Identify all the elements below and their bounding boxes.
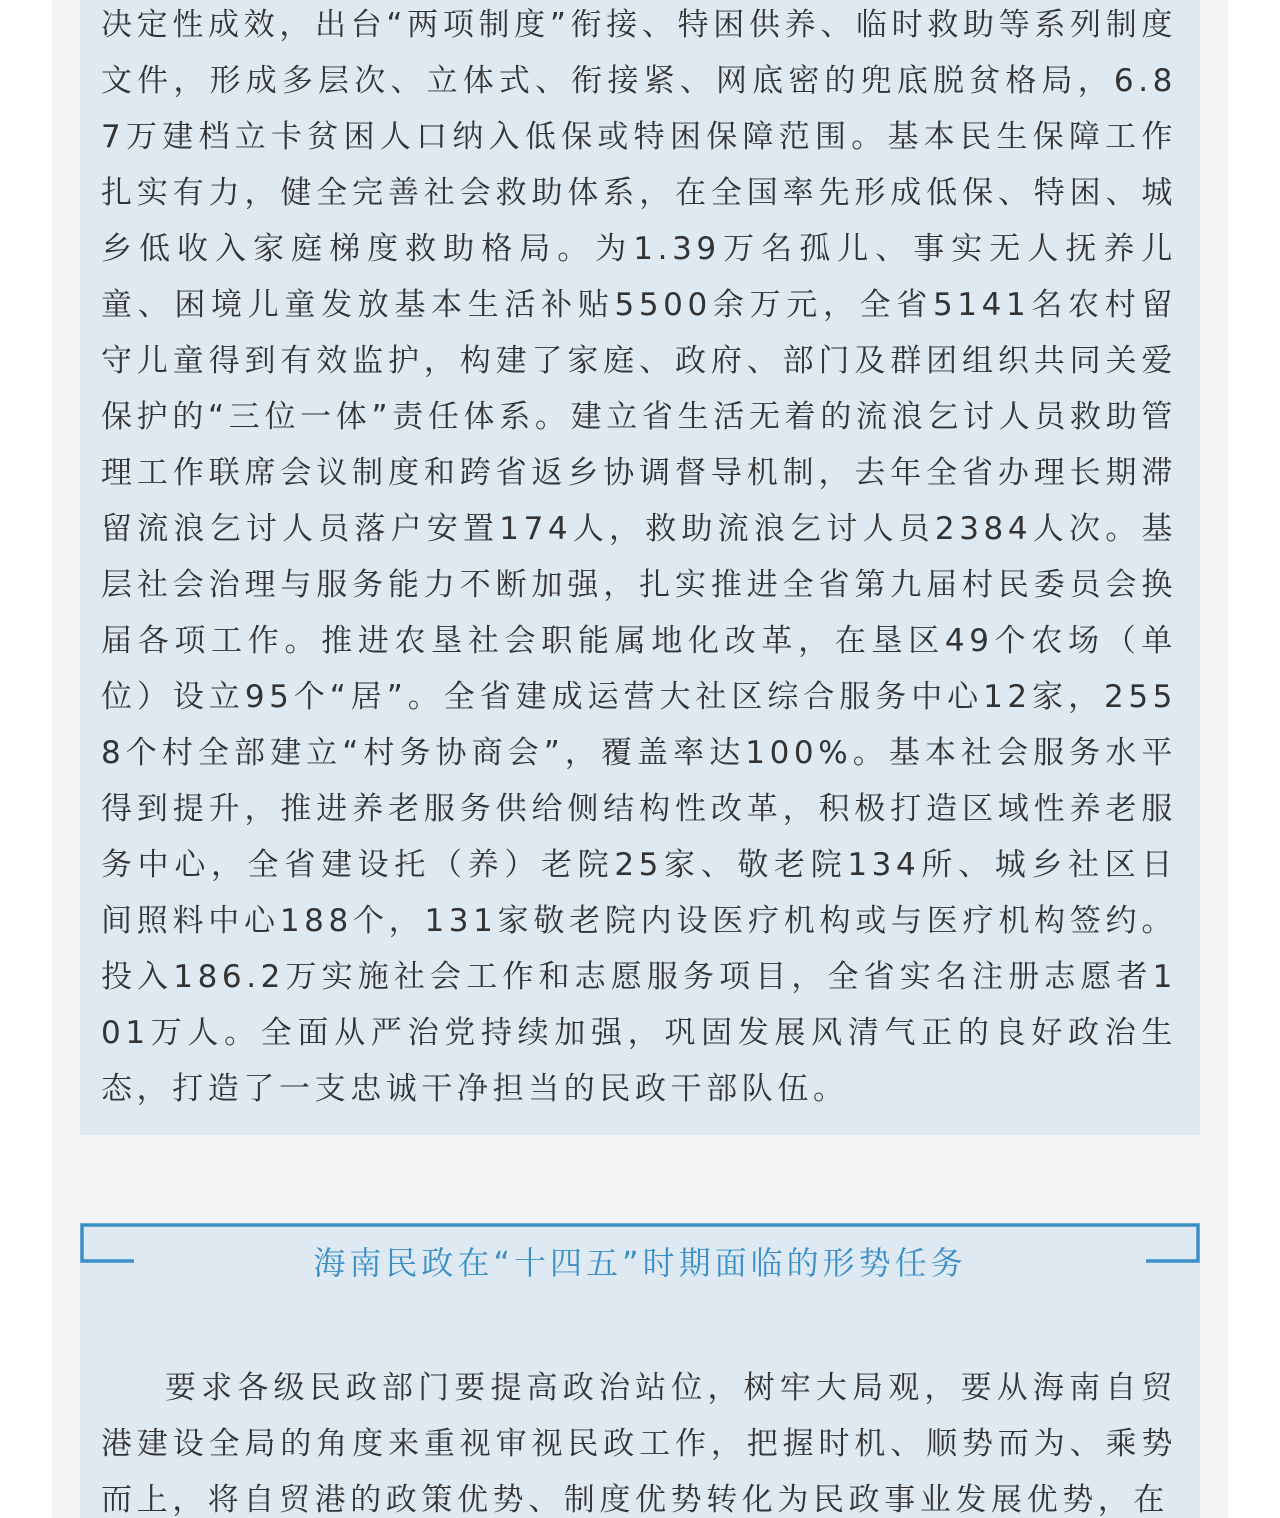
body-paragraph-2: 要求各级民政部门要提高政治站位，树牢大局观，要从海南自贸港建设全局的角度来重视审视民政工作，把握时机、顺势而为、乘势而上，将自贸港的政策优势、制度优势转化为民政事业发展优势，在: [101, 1370, 1177, 1518]
content-card-top: [80, 0, 1200, 1135]
body-paragraph: 决定性成效，出台“两项制度”衔接、特困供养、临时救助等系列制度文件，形成多层次、立体式、衔接紧、网底密的兜底脱贫格局，6.87万建档立卡贫困人口纳入低保或特困保障范围。基本民生保障工作扎实有力，健全完善社会救助体系，在全国率先形成低保、特困、城乡低收入家庭梯度救助格局。为1.39万名孤儿、事实无人抚养儿童、困境儿童发放基本生活补贴5500余万元，全省5141名农村留守儿童得到有效监护，构建了家庭、政府、部门及群团组织共同关爱保护的“三位一体”责任体系。建立省生活无着的流浪乞讨人员救助管理工作联席会议制度和跨省返乡协调督导机制，去年全省办理长期滞留流浪乞讨人员落户安置174人，救助流浪乞讨人员2384人次。基层社会治理与服务能力不断加强，扎实推进全省第九届村民委员会换届各项工作。推进农垦社会职能属地化改革，在垦区49个农场（单位）设立95个“居”。全省建成运营大社区综合服务中心12家，2558个村全部建立“村务协商会”，覆盖率达100%。基本社会服务水平得到提升，推进养老服务供给侧结构性改革，积极打造区域性养老服务中心，全省建设托（养）老院25家、敬老院134所、城乡社区日间照料中心188个，131家敬老院内设医疗机构或与医疗机构签约。投入186.2万实施社会工作和志愿服务项目，全省实名注册志愿者101万人。全面从严治党持续加强，巩固发展风清气正的良好政治生态，打造了一支忠诚干净担当的民政干部队伍。: [101, 7, 1177, 1107]
content-card-bottom: [80, 1223, 1200, 1518]
section-title: 海南民政在“十四五”时期面临的形势任务: [313, 1244, 967, 1282]
section-heading-frame: [80, 1223, 1200, 1303]
